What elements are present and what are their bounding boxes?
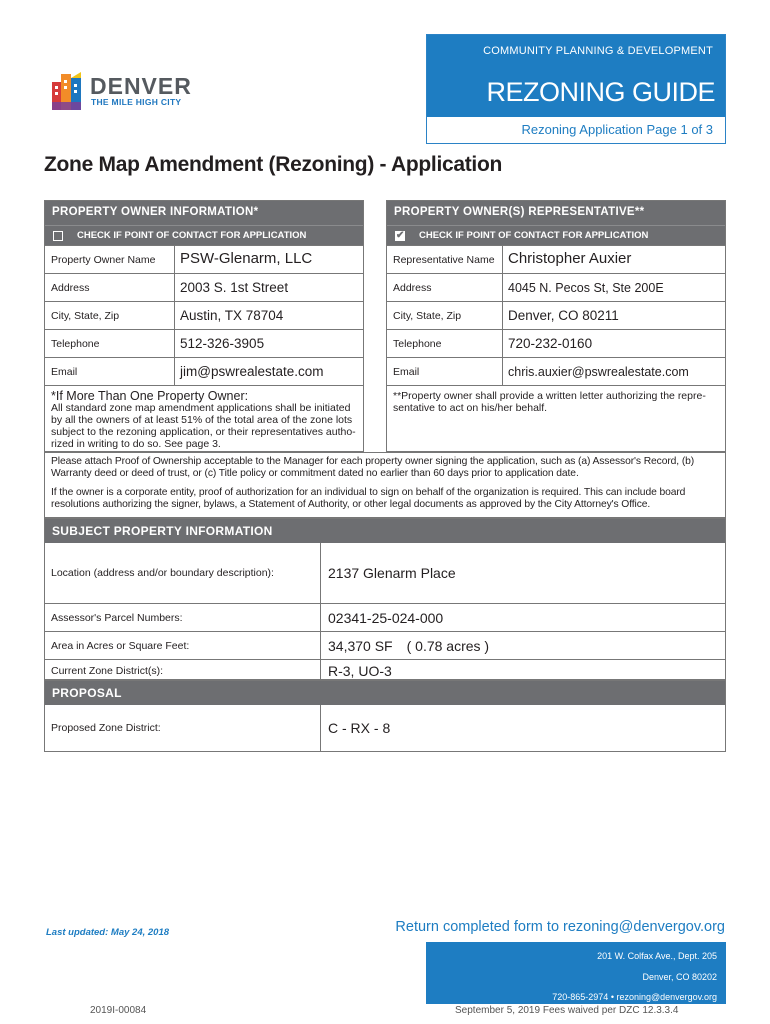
logo-tagline: THE MILE HIGH CITY <box>91 97 182 107</box>
area-acres: ( 0.78 acres ) <box>406 637 490 654</box>
rep-phone-row <box>387 329 725 357</box>
owner-name-label: Property Owner Name <box>45 246 175 273</box>
owner-address-field[interactable]: 2003 S. 1st Street <box>180 280 289 295</box>
rep-contact-check-row[interactable] <box>387 225 725 245</box>
current-zone-row <box>45 659 725 681</box>
area-square-feet: 34,370 SF <box>328 637 393 654</box>
rep-address-row <box>387 273 725 301</box>
location-label: Location (address and/or boundary description): <box>45 543 321 603</box>
ownership-instructions <box>44 452 726 518</box>
guide-title: REZONING GUIDE <box>486 77 715 107</box>
owner-contact-check-label: CHECK IF POINT OF CONTACT FOR APPLICATION <box>77 230 307 241</box>
address-line-2: Denver, CO 80202 <box>642 971 717 982</box>
rep-city-label: City, State, Zip <box>387 302 503 329</box>
rep-email-field[interactable]: chris.auxier@pswrealestate.com <box>508 365 689 379</box>
owner-email-field[interactable]: jim@pswrealestate.com <box>180 364 324 379</box>
owner-contact-check-row[interactable] <box>45 225 363 245</box>
subject-property-section <box>44 518 726 680</box>
last-updated: Last updated: May 24, 2018 <box>46 927 170 938</box>
owner-address-row <box>45 273 363 301</box>
rezoning-guide-banner <box>426 34 726 144</box>
parcel-row <box>45 603 725 631</box>
rep-phone-label: Telephone <box>387 330 503 357</box>
denver-logo <box>52 72 192 112</box>
rep-phone-field[interactable]: 720-232-0160 <box>508 336 593 351</box>
rep-email-label: Email <box>387 358 503 385</box>
rep-contact-check-label: CHECK IF POINT OF CONTACT FOR APPLICATION <box>419 230 649 241</box>
department-name: COMMUNITY PLANNING & DEVELOPMENT <box>483 45 713 57</box>
page-indicator: Rezoning Application Page 1 of 3 <box>521 122 713 137</box>
owner-address-label: Address <box>45 274 175 301</box>
multiple-owner-note-heading: *If More Than One Property Owner: <box>51 389 249 403</box>
owner-name-field[interactable]: PSW-Glenarm, LLC <box>180 250 313 267</box>
rep-name-field[interactable]: Christopher Auxier <box>508 250 632 267</box>
owner-phone-label: Telephone <box>45 330 175 357</box>
area-field[interactable] <box>321 632 725 659</box>
owner-email-label: Email <box>45 358 175 385</box>
ownership-instruction-2: If the owner is a corporate entity, proof of authorization for an individual to sign on behalf of the organization is required. This can include board resolutions authorizing the signer, bylaws, a Statement of Authority, or other legal documents as approved by the City Attorney's Office. <box>51 487 686 510</box>
rep-email-row <box>387 357 725 385</box>
owner-name-row <box>45 245 363 273</box>
parcel-field[interactable]: 02341-25-024-000 <box>328 609 444 626</box>
owner-contact-checkbox[interactable] <box>53 231 63 241</box>
subject-property-heading: SUBJECT PROPERTY INFORMATION <box>45 519 725 543</box>
area-row <box>45 631 725 659</box>
rep-name-row <box>387 245 725 273</box>
owner-email-row <box>45 357 363 385</box>
page-title: Zone Map Amendment (Rezoning) - Application <box>44 153 503 176</box>
proposed-zone-field[interactable]: C - RX - 8 <box>328 720 391 736</box>
proposal-heading: PROPOSAL <box>45 681 725 705</box>
location-row <box>45 543 725 603</box>
rep-city-field[interactable]: Denver, CO 80211 <box>508 308 619 323</box>
rep-address-label: Address <box>387 274 503 301</box>
logo-wordmark: DENVER <box>90 73 192 99</box>
multiple-owner-note-text: All standard zone map amendment applications shall be initiated by all the owners of at least 51% of the total area of the zone lots subject to the rezoning application, or their representatives autho-rized in writing to do so. See page 3. <box>51 402 356 450</box>
ownership-instruction-1: Please attach Proof of Ownership acceptable to the Manager for each property owner signing the application, such as (a) Assessor's Record, (b) Warranty deed or deed of trust, or (c) Title policy or commitment dated no earlier than 60 days prior to application date. <box>51 456 695 479</box>
parcel-label: Assessor's Parcel Numbers: <box>45 604 321 631</box>
rep-contact-checkbox[interactable]: ✔ <box>396 229 405 241</box>
owner-phone-field[interactable]: 512-326-3905 <box>180 336 265 351</box>
property-owner-section <box>44 200 364 452</box>
location-field[interactable]: 2137 Glenarm Place <box>328 565 456 581</box>
fee-waiver-note: September 5, 2019 Fees waived per DZC 12.3.3.4 <box>455 1005 679 1016</box>
owner-city-field[interactable]: Austin, TX 78704 <box>180 308 284 323</box>
proposed-zone-row <box>45 705 725 751</box>
rep-city-row <box>387 301 725 329</box>
area-label: Area in Acres or Square Feet: <box>45 632 321 659</box>
address-line-3: 720-865-2974 • rezoning@denvergov.org <box>552 992 717 1002</box>
property-owner-heading: PROPERTY OWNER INFORMATION* <box>45 201 363 225</box>
current-zone-field[interactable]: R-3, UO-3 <box>328 662 392 679</box>
rep-address-field[interactable]: 4045 N. Pecos St, Ste 200E <box>508 281 664 295</box>
multiple-owner-note <box>45 385 363 454</box>
denver-logo-icon <box>52 72 82 110</box>
address-line-1: 201 W. Colfax Ave., Dept. 205 <box>597 951 717 961</box>
document-id: 2019I-00084 <box>90 1005 147 1016</box>
representative-section <box>386 200 726 452</box>
proposed-zone-label: Proposed Zone District: <box>45 705 321 751</box>
rep-name-label: Representative Name <box>387 246 503 273</box>
guide-banner-top <box>427 35 725 117</box>
owner-phone-row <box>45 329 363 357</box>
owner-city-label: City, State, Zip <box>45 302 175 329</box>
representative-note: **Property owner shall provide a written letter authorizing the repre-sentative to act on his/her behalf. <box>387 385 725 418</box>
current-zone-label: Current Zone District(s): <box>45 660 321 681</box>
contact-address-box <box>426 942 726 1004</box>
proposal-section <box>44 680 726 752</box>
owner-city-row <box>45 301 363 329</box>
representative-heading: PROPERTY OWNER(S) REPRESENTATIVE** <box>387 201 725 225</box>
return-instructions: Return completed form to rezoning@denvergov.org <box>395 919 725 935</box>
